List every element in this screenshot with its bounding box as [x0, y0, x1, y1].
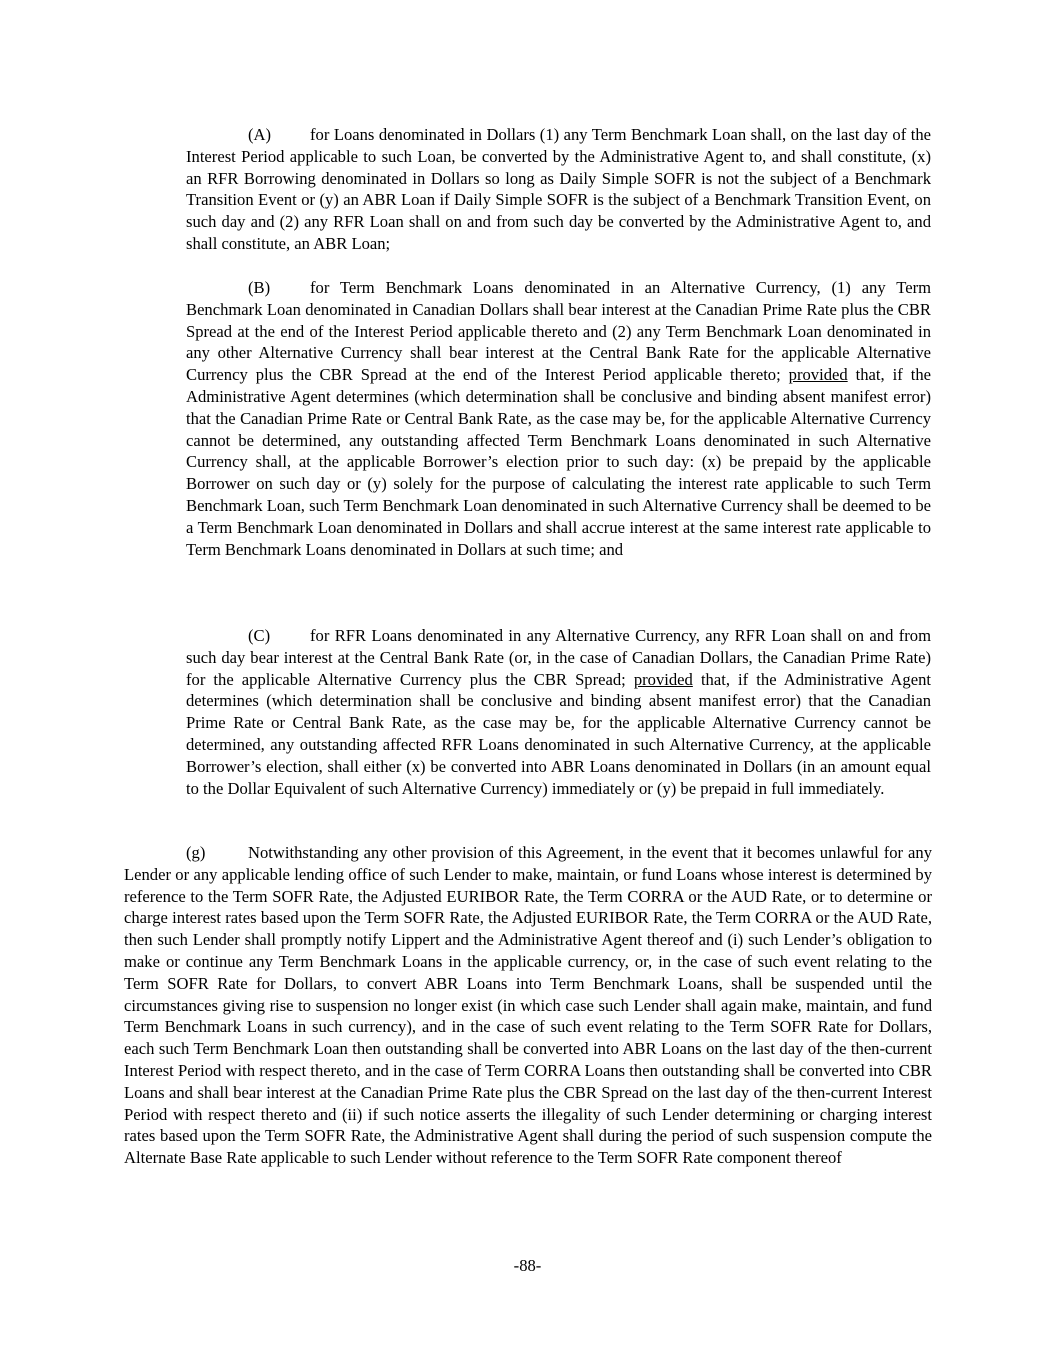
paragraph-C: [186, 625, 931, 799]
paragraph-A-text: for Loans denominated in Dollars (1) any Term Benchmark Loan shall, on the last day of the Interest Period applicable to such Loan, be converted by the Administrative Agent to, and shall constitute, (x) an RFR Borrowing denominated in Dollars so long as Daily Simple SOFR is not the subject of a Benchmark Transition Event or (y) an ABR Loan if Daily Simple SOFR is the subject of a Benchmark Transition Event, on such day and (2) any RFR Loan shall on and from such day be converted by the Administrative Agent to, and shall constitute, an ABR Loan;: [186, 125, 931, 253]
paragraph-B-text-after: that, if the Administrative Agent determines (which determination shall be conclusive and binding absent manifest error) that the Canadian Prime Rate or Central Bank Rate, as the case may be, for the applicable Alternative Currency cannot be determined, any outstanding affected Term Benchmark Loans denominated in such Alternative Currency shall, at the applicable Borrower’s election prior to such day: (x) be prepaid by the applicable Borrower on such day or (y) solely for the purpose of calculating the interest rate applicable to such Term Benchmark Loan, such Term Benchmark Loan denominated in such Alternative Currency shall be deemed to be a Term Benchmark Loan denominated in Dollars and shall accrue interest at the same interest rate applicable to Term Benchmark Loans denominated in Dollars at such time; and: [186, 365, 931, 559]
page-number: -88-: [513, 1256, 542, 1275]
paragraph-B-text-before: for Term Benchmark Loans denominated in an Alternative Currency, (1) any Term Benchmark Loan denominated in Canadian Dollars shall bear interest at the Canadian Prime Rate plus the CBR Spread at the end of the Interest Period applicable thereto and (2) any Term Benchmark Loan denominated in any other Alternative Currency shall bear interest at the Central Bank Rate for the applicable Alternative Currency plus the CBR Spread at the end of the Interest Period applicable thereto;: [186, 278, 931, 385]
paragraph-C-label: (C): [248, 626, 271, 645]
paragraph-C-text-before: for RFR Loans denominated in any Alternative Currency, any RFR Loan shall on and from such day bear interest at the Central Bank Rate (or, in the case of Canadian Dollars, the Canadian Prime Rate) for the applicable Alternative Currency plus the CBR Spread;: [186, 626, 931, 689]
paragraph-B-provided: provided: [788, 365, 848, 385]
paragraph-C-provided: provided: [633, 669, 693, 689]
paragraph-B: [186, 277, 931, 560]
paragraph-g-text: Notwithstanding any other provision of this Agreement, in the event that it becomes unlawful for any Lender or any applicable lending office of such Lender to make, maintain, or fund Loans whose interest is determined by reference to the Term SOFR Rate, the Adjusted EURIBOR Rate, the Term CORRA or the AUD Rate, or to determine or charge interest rates based upon the Term SOFR Rate, the Adjusted EURIBOR Rate, the Term CORRA or the AUD Rate, then such Lender shall promptly notify Lippert and the Administrative Agent thereof and (i) such Lender’s obligation to make or continue any Term Benchmark Loans in the applicable currency, or, in the case of such event relating to the Term SOFR Rate for Dollars, to convert ABR Loans into Term Benchmark Loans, shall be suspended until the circumstances giving rise to suspension no longer exist (in which case such Lender shall again make, maintain, and fund Term Benchmark Loans in such currency), and in the case of such event relating to the Term SOFR Rate for Dollars, each such Term Benchmark Loan then outstanding shall be converted into ABR Loans on the last day of the then-current Interest Period with respect thereto, and in the case of Term CORRA Loans then outstanding shall be converted into CBR Loans and shall bear interest at the Canadian Prime Rate plus the CBR Spread on the last day of the then-current Interest Period with respect thereto and (ii) if such notice asserts the illegality of such Lender determining or charging interest rates based upon the Term SOFR Rate, the Administrative Agent shall during the period of such suspension compute the Alternate Base Rate applicable to such Lender without reference to the Term SOFR Rate component thereof: [124, 843, 932, 1168]
paragraph-A-label: (A): [248, 125, 272, 144]
paragraph-A: [186, 124, 931, 255]
paragraph-B-label: (B): [248, 278, 271, 297]
paragraph-g: [124, 842, 932, 1169]
paragraph-C-text-after: that, if the Administrative Agent determines (which determination shall be conclusive and binding absent manifest error) that the Canadian Prime Rate or Central Bank Rate, as the case may be, for the applicable Alternative Currency cannot be determined, any outstanding affected RFR Loans denominated in such Alternative Currency, at the applicable Borrower’s election, shall either (x) be converted into ABR Loans denominated in Dollars (in an amount equal to the Dollar Equivalent of such Alternative Currency) immediately or (y) be prepaid in full immediately.: [186, 669, 931, 798]
paragraph-g-label: (g): [186, 843, 206, 862]
